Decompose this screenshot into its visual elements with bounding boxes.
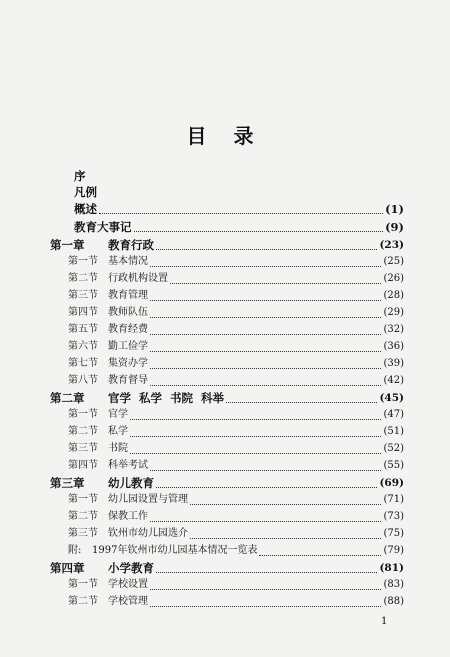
dot-leader xyxy=(150,520,381,522)
dot-leader xyxy=(130,418,381,420)
toc-section: 第六节 勤工俭学 (36) xyxy=(68,339,404,355)
page-ref: (28) xyxy=(383,290,404,301)
toc-section: 第八节 教育督导 (42) xyxy=(68,373,404,389)
page-ref: (42) xyxy=(383,375,404,386)
page-ref: (36) xyxy=(383,341,404,352)
page-ref: (45) xyxy=(379,392,404,404)
page-title: 目 录 xyxy=(186,124,264,148)
page-ref: (71) xyxy=(383,494,404,505)
page-number: 1 xyxy=(381,616,388,627)
toc-entry-gaishu: 概述 (1) xyxy=(74,202,404,216)
toc-appendix: 附: 1997年钦州市幼儿园基本情况一览表 (79) xyxy=(68,543,404,559)
page-ref: (75) xyxy=(383,528,404,539)
dot-leader xyxy=(150,605,381,607)
dot-leader xyxy=(156,248,377,250)
page-ref: (69) xyxy=(379,477,404,489)
dot-leader xyxy=(150,350,381,352)
dot-leader xyxy=(150,367,381,369)
toc-entry-dashiji: 教育大事记 (9) xyxy=(74,220,404,234)
dot-leader xyxy=(150,588,381,590)
page-ref: (88) xyxy=(383,596,404,607)
toc-chapter-1: 第一章 教育行政 (23) xyxy=(50,238,404,252)
toc-section: 第一节 幼儿园设置与管理 (71) xyxy=(68,492,404,508)
toc-section: 第五节 教育经费 (32) xyxy=(68,322,404,338)
page-ref: (23) xyxy=(379,239,404,251)
dot-leader xyxy=(190,503,381,505)
page-ref: (55) xyxy=(383,460,404,471)
toc-section: 第二节 保教工作 (73) xyxy=(68,509,404,525)
toc-section: 第三节 书院 (52) xyxy=(68,441,404,457)
page-ref: (25) xyxy=(383,256,404,267)
toc-section: 第一节 学校设置 (83) xyxy=(68,577,404,593)
page-ref: (81) xyxy=(379,562,404,574)
page-ref: (9) xyxy=(385,220,404,234)
toc-section: 第三节 钦州市幼儿园选介 (75) xyxy=(68,526,404,542)
dot-leader xyxy=(150,384,381,386)
page-ref: (73) xyxy=(383,511,404,522)
page-ref: (39) xyxy=(383,358,404,369)
toc-chapter-4: 第四章 小学教育 (81) xyxy=(50,561,404,575)
page-ref: (52) xyxy=(383,443,404,454)
dot-leader xyxy=(130,435,381,437)
dot-leader xyxy=(99,212,383,214)
toc-entry-fanli: 凡例 xyxy=(74,185,97,199)
dot-leader xyxy=(130,452,381,454)
toc-section: 第二节 私学 (51) xyxy=(68,424,404,440)
page-ref: (79) xyxy=(383,545,404,556)
dot-leader xyxy=(156,571,377,573)
page-ref: (83) xyxy=(383,579,404,590)
dot-leader xyxy=(134,230,384,232)
dot-leader xyxy=(150,469,381,471)
dot-leader xyxy=(150,316,381,318)
toc-chapter-3: 第三章 幼儿教育 (69) xyxy=(50,476,404,490)
page-ref: (1) xyxy=(385,202,404,216)
toc-section: 第二节 行政机构设置 (26) xyxy=(68,271,404,287)
toc-section: 第四节 教师队伍 (29) xyxy=(68,305,404,321)
page-ref: (29) xyxy=(383,307,404,318)
toc-section: 第一节 基本情况 (25) xyxy=(68,254,404,270)
dot-leader xyxy=(226,401,377,403)
dot-leader xyxy=(150,333,381,335)
toc-chapter-2: 第二章 官学 私学 书院 科举 (45) xyxy=(50,391,404,405)
page-ref: (26) xyxy=(383,273,404,284)
toc-section: 第七节 集资办学 (39) xyxy=(68,356,404,372)
page-ref: (47) xyxy=(383,409,404,420)
dot-leader xyxy=(259,554,381,556)
toc-entry-preface: 序 xyxy=(74,169,86,183)
page-ref: (32) xyxy=(383,324,404,335)
toc-section: 第三节 教育管理 (28) xyxy=(68,288,404,304)
dot-leader xyxy=(150,299,381,301)
dot-leader xyxy=(170,282,381,284)
page-ref: (51) xyxy=(383,426,404,437)
toc-section: 第一节 官学 (47) xyxy=(68,407,404,423)
toc-section: 第二节 学校管理 (88) xyxy=(68,594,404,610)
toc-section: 第四节 科举考试 (55) xyxy=(68,458,404,474)
dot-leader xyxy=(156,486,377,488)
dot-leader xyxy=(150,265,381,267)
dot-leader xyxy=(190,537,381,539)
